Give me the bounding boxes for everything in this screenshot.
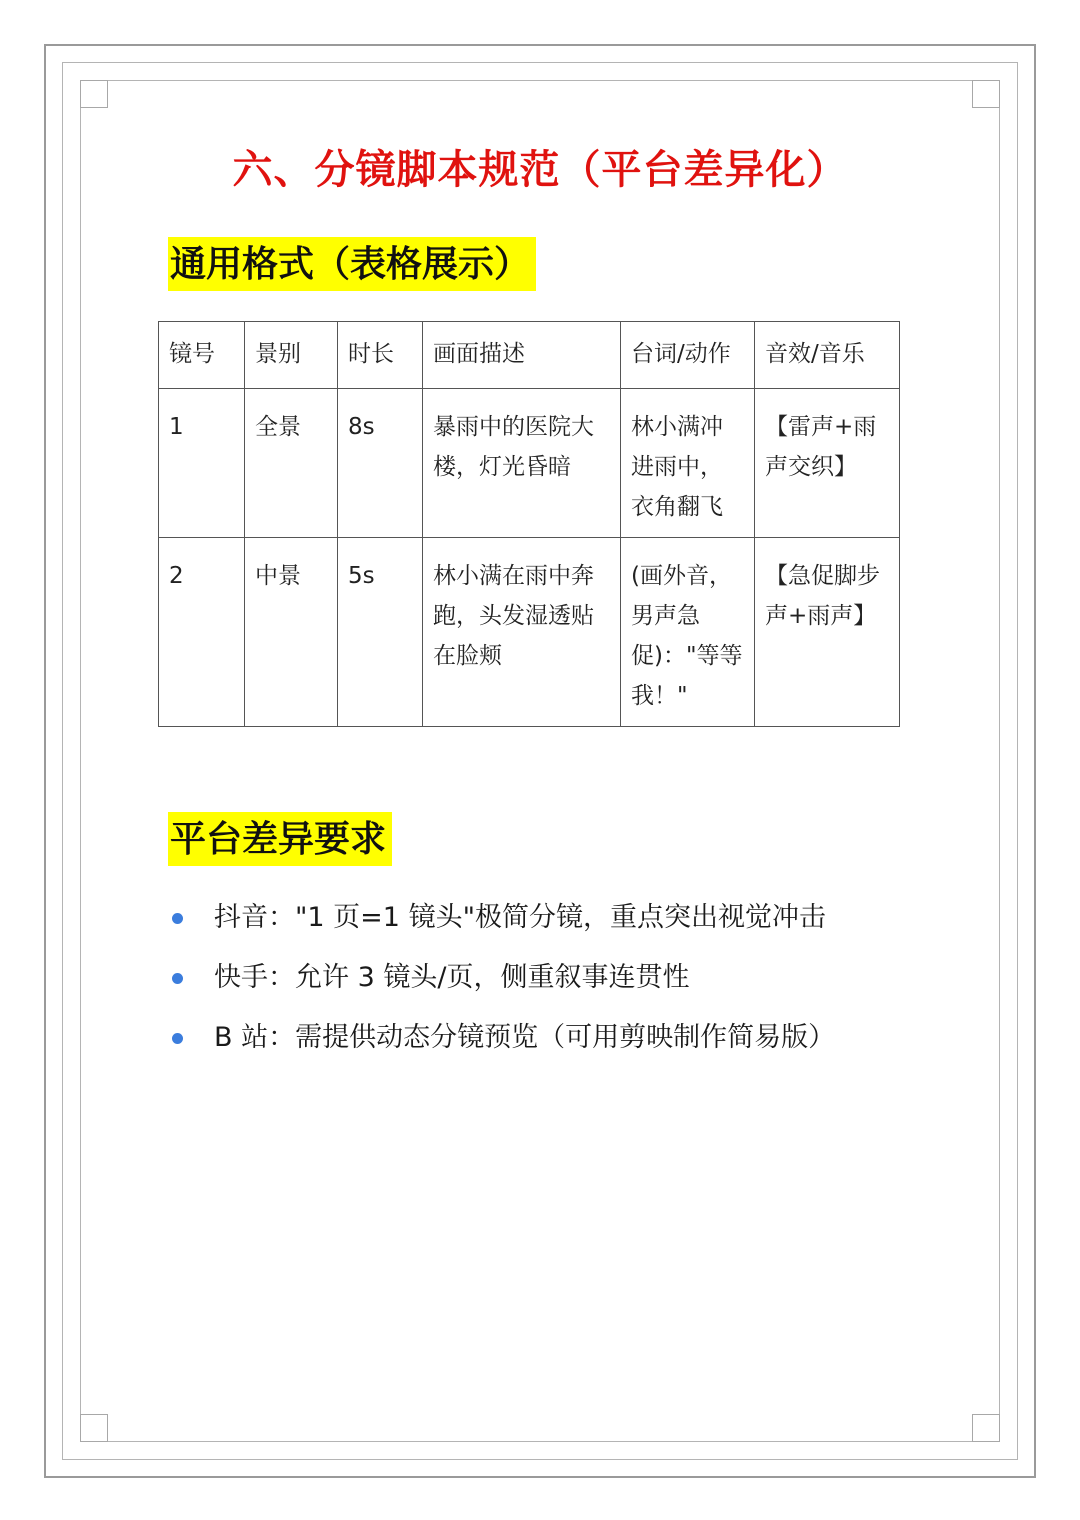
cell-dialogue-action: (画外音，男声急促)："等等我！" bbox=[621, 538, 755, 727]
cell-duration: 5s bbox=[338, 538, 423, 727]
header-duration: 时长 bbox=[338, 322, 423, 389]
cell-duration: 8s bbox=[338, 389, 423, 538]
frame-corner-top-left bbox=[80, 80, 108, 108]
list-item-text: 快手：允许 3 镜头/页，侧重叙事连贯性 bbox=[214, 962, 690, 993]
cell-sound-music: 【雷声+雨声交织】 bbox=[755, 389, 900, 538]
general-format-heading: 通用格式（表格展示） bbox=[168, 237, 536, 291]
cell-shot-size: 中景 bbox=[245, 538, 338, 727]
cell-shot-number: 2 bbox=[159, 538, 245, 727]
list-item bbox=[168, 950, 968, 1010]
header-scene-description: 画面描述 bbox=[423, 322, 621, 389]
list-item bbox=[168, 890, 968, 950]
header-shot-size: 景别 bbox=[245, 322, 338, 389]
bullet-dot-icon bbox=[172, 913, 183, 924]
table-row bbox=[159, 389, 900, 538]
table-header-row bbox=[159, 322, 900, 389]
cell-scene-description: 暴雨中的医院大楼，灯光昏暗 bbox=[423, 389, 621, 538]
page-title: 六、分镜脚本规范（平台差异化） bbox=[232, 146, 848, 193]
cell-dialogue-action: 林小满冲进雨中，衣角翻飞 bbox=[621, 389, 755, 538]
header-shot-number: 镜号 bbox=[159, 322, 245, 389]
cell-scene-description: 林小满在雨中奔跑，头发湿透贴在脸颊 bbox=[423, 538, 621, 727]
table-row bbox=[159, 538, 900, 727]
cell-shot-number: 1 bbox=[159, 389, 245, 538]
list-item-text: B 站：需提供动态分镜预览（可用剪映制作简易版） bbox=[214, 1022, 836, 1053]
platform-requirements-heading: 平台差异要求 bbox=[168, 812, 392, 866]
cell-sound-music: 【急促脚步声+雨声】 bbox=[755, 538, 900, 727]
frame-corner-top-right bbox=[972, 80, 1000, 108]
frame-corner-bottom-right bbox=[972, 1414, 1000, 1442]
storyboard-table bbox=[158, 321, 900, 727]
header-sound-music: 音效/音乐 bbox=[755, 322, 900, 389]
header-dialogue-action: 台词/动作 bbox=[621, 322, 755, 389]
list-item bbox=[168, 1010, 968, 1070]
frame-corner-bottom-left bbox=[80, 1414, 108, 1442]
cell-shot-size: 全景 bbox=[245, 389, 338, 538]
bullet-dot-icon bbox=[172, 1033, 183, 1044]
platform-requirements-list bbox=[168, 890, 968, 1070]
bullet-dot-icon bbox=[172, 973, 183, 984]
list-item-text: 抖音："1 页=1 镜头"极简分镜，重点突出视觉冲击 bbox=[214, 902, 826, 933]
